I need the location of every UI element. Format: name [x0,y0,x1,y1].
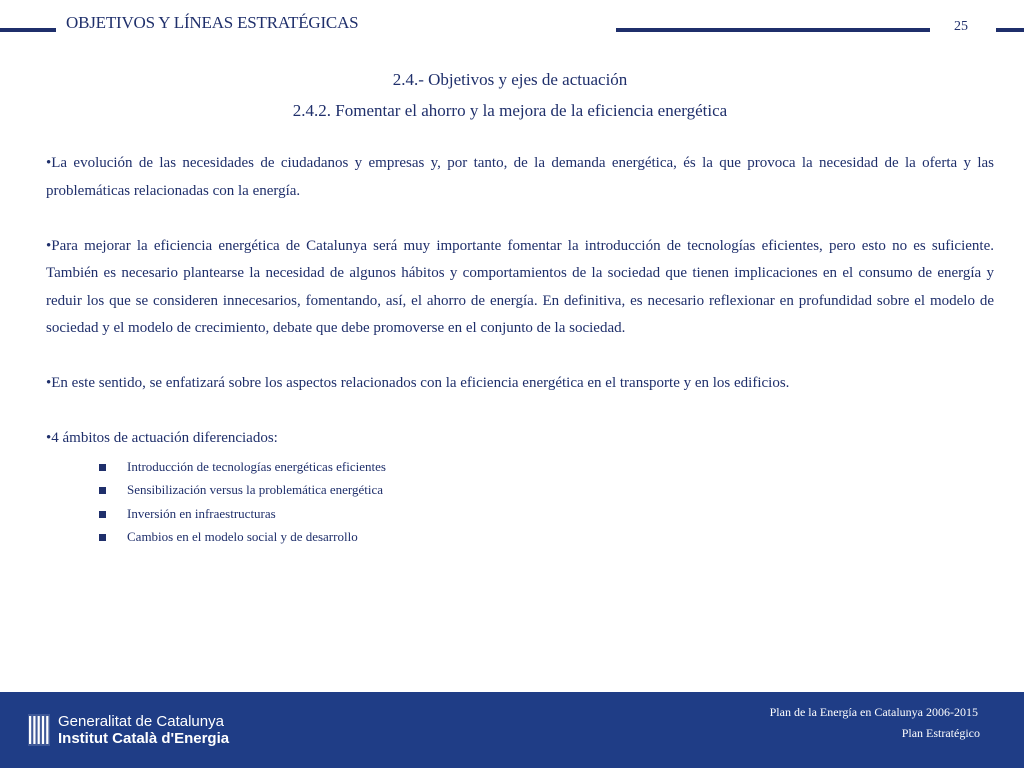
list-item [99,455,994,479]
subsection-heading: 2.4.2. Fomentar el ahorro y la mejora de la eficiencia energética [292,101,728,120]
square-bullet-icon [99,464,106,471]
paragraph-efficiency: •Para mejorar la eficiencia energética de Catalunya será muy importante fomentar la introducción de tecnologías eficientes, pero esto no es suficiente. También es necesario plantearse la necesidad de algunos hábitos y comportamientos de la sociedad que tienen implicaciones en el consumo de energía y reduir los que se consideren innecesarios, fomentando, así, el ahorro de energía. En definitiva, es necesario reflexionar en profundidad sobre el modelo de sociedad y el modelo de crecimiento, debate que debe promoverse en el conjunto de la sociedad. [46,237,994,336]
header-rule-right [996,28,1024,32]
generalitat-logo-icon [28,714,50,746]
paragraph-emphasis: •En este sentido, se enfatizará sobre los aspectos relacionados con la eficiencia energética en el transporte y en los edificios. [46,375,790,391]
list-item-text: Cambios en el modelo social y de desarrollo [127,529,358,545]
list-item-text: Inversión en infraestructuras [127,505,276,521]
list-item [99,525,994,549]
logo-line-generalitat: Generalitat de Catalunya [58,713,224,730]
list-item [99,502,994,526]
header-rule-left [0,28,56,32]
list-item-text: Sensibilización versus la problemática energética [127,482,384,498]
list-item [99,478,994,502]
header-rule-middle [616,28,930,32]
square-bullet-icon [99,534,106,541]
page-number: 25 [954,19,968,34]
footer-bar [0,692,1024,768]
logo-line-institut: Institut Català d'Energia [58,730,230,747]
paragraph-ambitos: •4 ámbitos de actuación diferenciados: [46,430,278,446]
plan-subtitle: Plan Estratégico [901,726,980,740]
plan-title: Plan de la Energía en Catalunya 2006-2015 [769,705,978,719]
paragraph-demand: •La evolución de las necesidades de ciudadanos y empresas y, por tanto, de la demanda energética, és la que provoca la necesidad de la oferta y las problemáticas relacionadas con la energía. [46,155,994,199]
section-heading: 2.4.- Objetivos y ejes de actuación [392,70,628,89]
ambitos-list [46,455,994,549]
list-item-text: Introducción de tecnologías energéticas eficientes [127,458,386,474]
body-content [46,150,994,549]
square-bullet-icon [99,511,106,518]
square-bullet-icon [99,487,106,494]
page-title: OBJETIVOS Y LÍNEAS ESTRATÉGICAS [66,13,359,32]
